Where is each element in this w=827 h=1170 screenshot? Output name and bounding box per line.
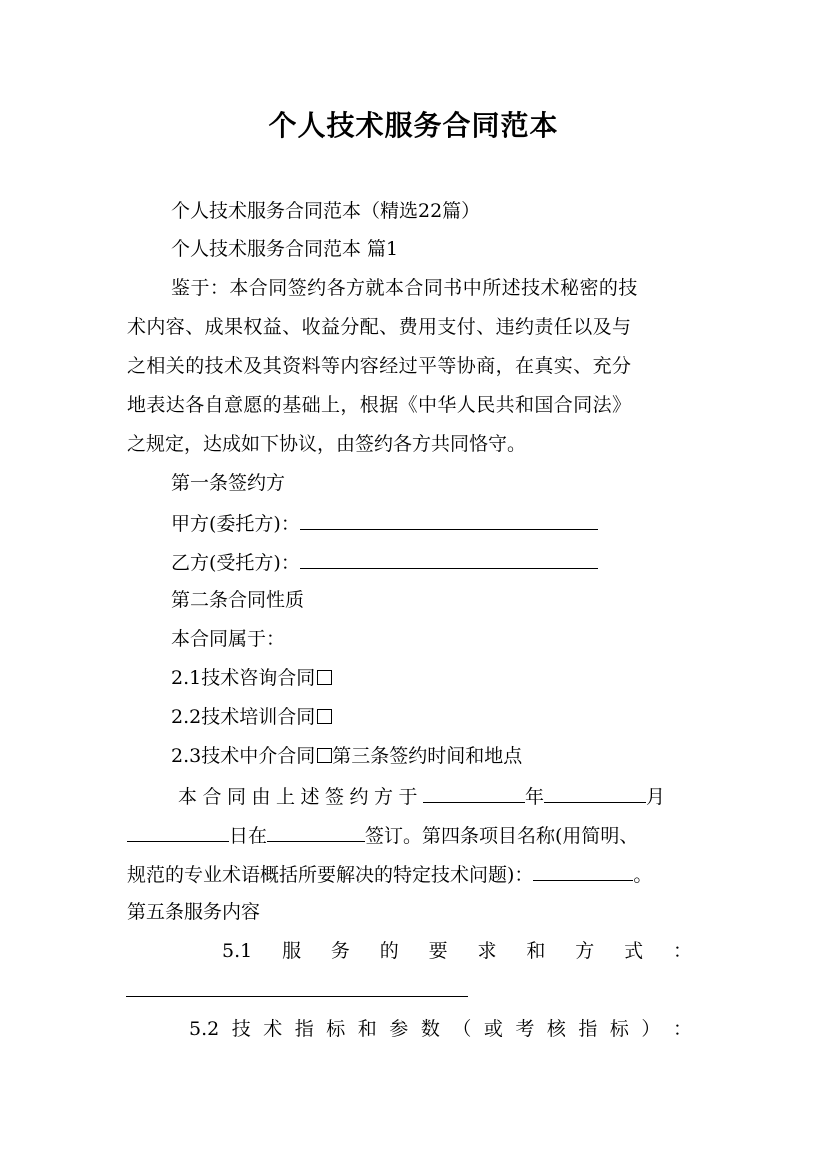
sign-year-blank[interactable] xyxy=(423,782,525,803)
option-training-label: 2.2技术培训合同 xyxy=(171,706,316,728)
item-5-1-char: 式 xyxy=(624,940,644,962)
clause-3-heading: 第三条签约时间和地点 xyxy=(332,745,523,767)
preamble-line-2: 术内容、成果权益、收益分配、费用支付、违约责任以及与 xyxy=(127,316,632,338)
clause-4-text: 规范的专业术语概括所要解决的特定技术问题)： xyxy=(127,864,534,886)
preamble-line-4: 地表达各自意愿的基础上，根据《中华人民共和国合同法》 xyxy=(127,394,632,416)
item-5-1-char: 和 xyxy=(526,940,546,962)
sign-month-blank[interactable] xyxy=(544,782,646,803)
day-label: 日在 xyxy=(229,825,268,847)
item-5-1-char: 服 xyxy=(282,940,302,962)
month-label: 月 xyxy=(646,786,666,808)
item-5-1 xyxy=(222,938,692,964)
party-a-blank[interactable] xyxy=(300,509,598,530)
consulting-checkbox[interactable] xyxy=(317,670,332,685)
clause-5-heading: 第五条服务内容 xyxy=(127,901,261,923)
item-5-1-char: 求 xyxy=(477,940,497,962)
option-training xyxy=(171,704,761,730)
item-5-2-char: 指 xyxy=(294,1018,314,1040)
subtitle: 个人技术服务合同范本（精选22篇） xyxy=(171,200,481,222)
document-title: 个人技术服务合同范本 xyxy=(268,109,559,142)
clause-3-line-1 xyxy=(178,782,700,810)
item-5-2-char: ） xyxy=(641,1018,661,1040)
item-5-2-char: 标 xyxy=(326,1018,346,1040)
year-label: 年 xyxy=(525,786,545,808)
service-requirements-blank[interactable] xyxy=(126,996,468,997)
option-intermediary xyxy=(171,743,761,769)
clause-3-line-2 xyxy=(127,821,717,849)
item-5-2-char: 数 xyxy=(420,1018,440,1040)
preamble-line-1: 鉴于：本合同签约各方就本合同书中所述技术秘密的技 xyxy=(171,277,638,299)
item-5-2-char: 术 xyxy=(263,1018,283,1040)
intermediary-checkbox[interactable] xyxy=(317,748,332,763)
item-5-2-char: 技 xyxy=(231,1018,251,1040)
preamble-line-3: 之相关的技术及其资料等内容经过平等协商，在真实、充分 xyxy=(127,355,632,377)
item-5-2-char: 参 xyxy=(389,1018,409,1040)
item-5-1-char: 方 xyxy=(575,940,595,962)
item-5-2-char: （ xyxy=(452,1018,472,1040)
party-a-row xyxy=(171,509,761,537)
clause-2-intro: 本合同属于： xyxy=(171,628,286,650)
item-5-2-char: 考 xyxy=(515,1018,535,1040)
party-b-blank[interactable] xyxy=(300,548,598,569)
item-5-1-char: 务 xyxy=(330,940,350,962)
clause-3-text: 本合同由上述签约方于 xyxy=(178,786,424,808)
item-5-2-number: 5.2 xyxy=(189,1018,220,1040)
item-5-1-char: 的 xyxy=(379,940,399,962)
item-5-1-number: 5.1 xyxy=(222,940,253,962)
signed-text: 签订。第四条项目名称(用简明、 xyxy=(365,825,639,847)
training-checkbox[interactable] xyxy=(317,709,332,724)
clause-2-heading: 第二条合同性质 xyxy=(171,589,305,611)
sign-day-blank[interactable] xyxy=(127,821,229,842)
item-5-2-char: 标 xyxy=(609,1018,629,1040)
period: 。 xyxy=(633,864,653,886)
party-b-row xyxy=(171,548,761,576)
item-5-2-char: 核 xyxy=(546,1018,566,1040)
option-consulting-label: 2.1技术咨询合同 xyxy=(171,667,316,689)
item-5-2 xyxy=(189,1016,692,1042)
item-5-2-char: 指 xyxy=(578,1018,598,1040)
item-5-1-char: 要 xyxy=(428,940,448,962)
project-name-blank[interactable] xyxy=(533,860,633,881)
item-5-2-char: ： xyxy=(672,1018,692,1040)
party-b-label: 乙方(受托方)： xyxy=(171,552,300,574)
preamble-line-5: 之规定，达成如下协议，由签约各方共同恪守。 xyxy=(127,433,527,455)
item-5-1-char: ： xyxy=(672,940,692,962)
clause-4-line xyxy=(127,860,717,888)
item-5-2-char: 和 xyxy=(357,1018,377,1040)
option-consulting xyxy=(171,665,761,691)
article-heading: 个人技术服务合同范本 篇1 xyxy=(171,238,399,260)
clause-1-heading: 第一条签约方 xyxy=(171,472,286,494)
sign-place-blank[interactable] xyxy=(267,821,365,842)
option-intermediary-label: 2.3技术中介合同 xyxy=(171,745,316,767)
party-a-label: 甲方(委托方)： xyxy=(171,513,300,535)
item-5-2-char: 或 xyxy=(483,1018,503,1040)
